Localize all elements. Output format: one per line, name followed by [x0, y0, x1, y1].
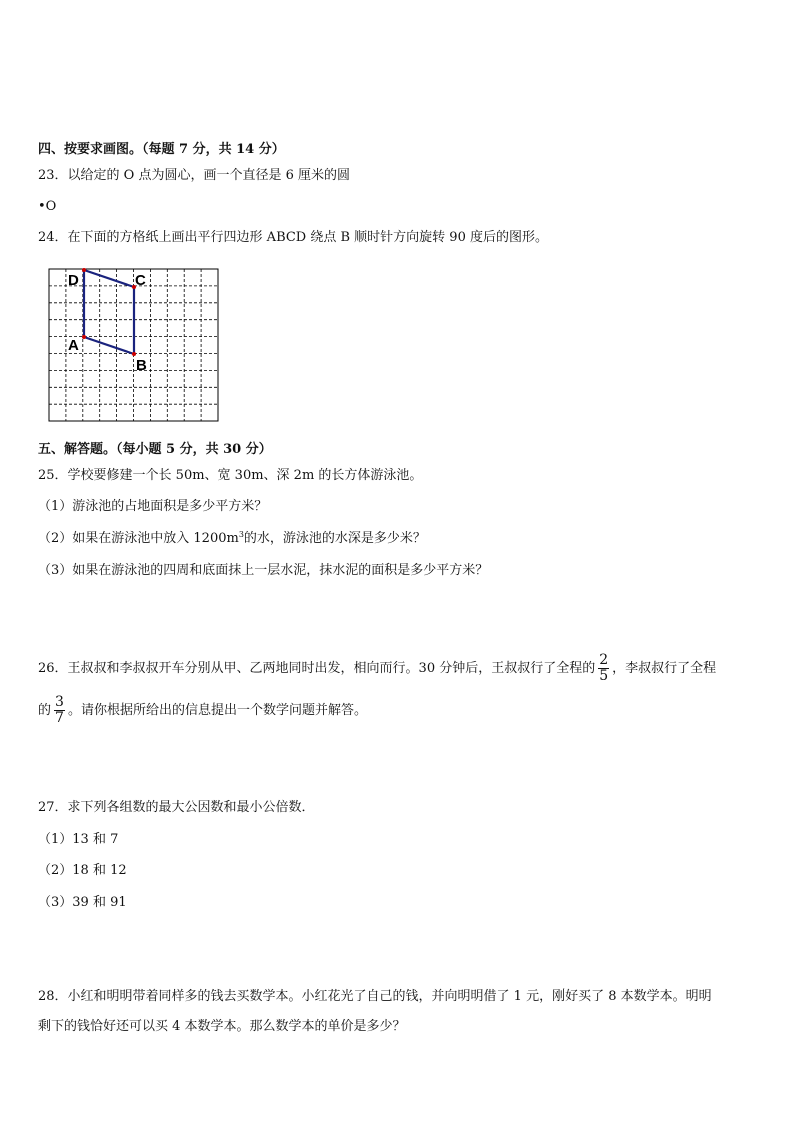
fraction-three-sevenths: [54, 695, 65, 726]
frac2-den: 7: [55, 710, 64, 726]
question-25-part1: （1）游泳池的占地面积是多少平方米？: [38, 499, 268, 514]
question-28-line1: 28．小红和明明带着同样多的钱去买数学本。小红花光了自己的钱，并向明明借了 1 元，刚好买了 8 本数学本。明明: [38, 989, 712, 1004]
parallelogram-abcd: [84, 270, 134, 354]
vertex-a-dot: [82, 335, 86, 339]
question-25-part2: [38, 530, 426, 548]
label-c: C: [135, 272, 146, 289]
center-point-o: •O: [38, 199, 57, 214]
vertex-d-dot: [82, 268, 86, 272]
question-27: 27．求下列各组数的最大公因数和最小公倍数．: [38, 800, 315, 815]
question-25: 25．学校要修建一个长 50m、宽 30m、深 2m 的长方体游泳池。: [38, 468, 423, 483]
frac1-num: 2: [599, 652, 609, 668]
grid-paper-figure: [48, 268, 220, 424]
question-23: 23．以给定的 O 点为圆心，画一个直径是 6 厘米的圆: [38, 168, 351, 183]
question-26-line1: [38, 651, 716, 687]
q26-text-a: 26．王叔叔和李叔叔开车分别从甲、乙两地同时出发，相向而行。30 分钟后，王叔叔行了全程的: [38, 661, 596, 676]
question-28-line2: 剩下的钱恰好还可以买 4 本数学本。那么数学本的单价是多少？: [38, 1019, 406, 1034]
vertex-b-dot: [132, 352, 136, 356]
frac1-den: 5: [599, 668, 609, 684]
question-26-line2: [38, 693, 367, 729]
label-d: D: [68, 272, 79, 289]
question-27-part1: （1）13 和 7: [38, 832, 119, 847]
section5-heading: 五、解答题。（每小题 5 分，共 30 分）: [38, 442, 272, 457]
q25-part2-sup: 3: [238, 530, 244, 539]
q26-text-b: ，李叔叔行了全程: [612, 661, 717, 676]
q25-part2-before: （2）如果在游泳池中放入 1200m: [38, 531, 239, 546]
frac2-num: 3: [55, 694, 64, 710]
question-25-part3: （3）如果在游泳池的四周和底面抹上一层水泥，抹水泥的面积是多少平方米？: [38, 563, 489, 578]
q26-text-c: 的: [38, 703, 52, 718]
q25-part2-after: 的水，游泳池的水深是多少米？: [243, 531, 426, 546]
q26-text-d: 。请你根据所给出的信息提出一个数学问题并解答。: [67, 703, 367, 718]
question-27-part2: （2）18 和 12: [38, 863, 127, 878]
section4-heading: 四、按要求画图。（每题 7 分，共 14 分）: [38, 142, 285, 157]
fraction-two-fifths: [598, 653, 609, 684]
label-b: B: [136, 357, 147, 374]
label-a: A: [68, 337, 79, 354]
question-27-part3: （3）39 和 91: [38, 895, 127, 910]
question-24: 24．在下面的方格纸上画出平行四边形 ABCD 绕点 B 顺时针方向旋转 90 度后的图形。: [38, 230, 548, 245]
